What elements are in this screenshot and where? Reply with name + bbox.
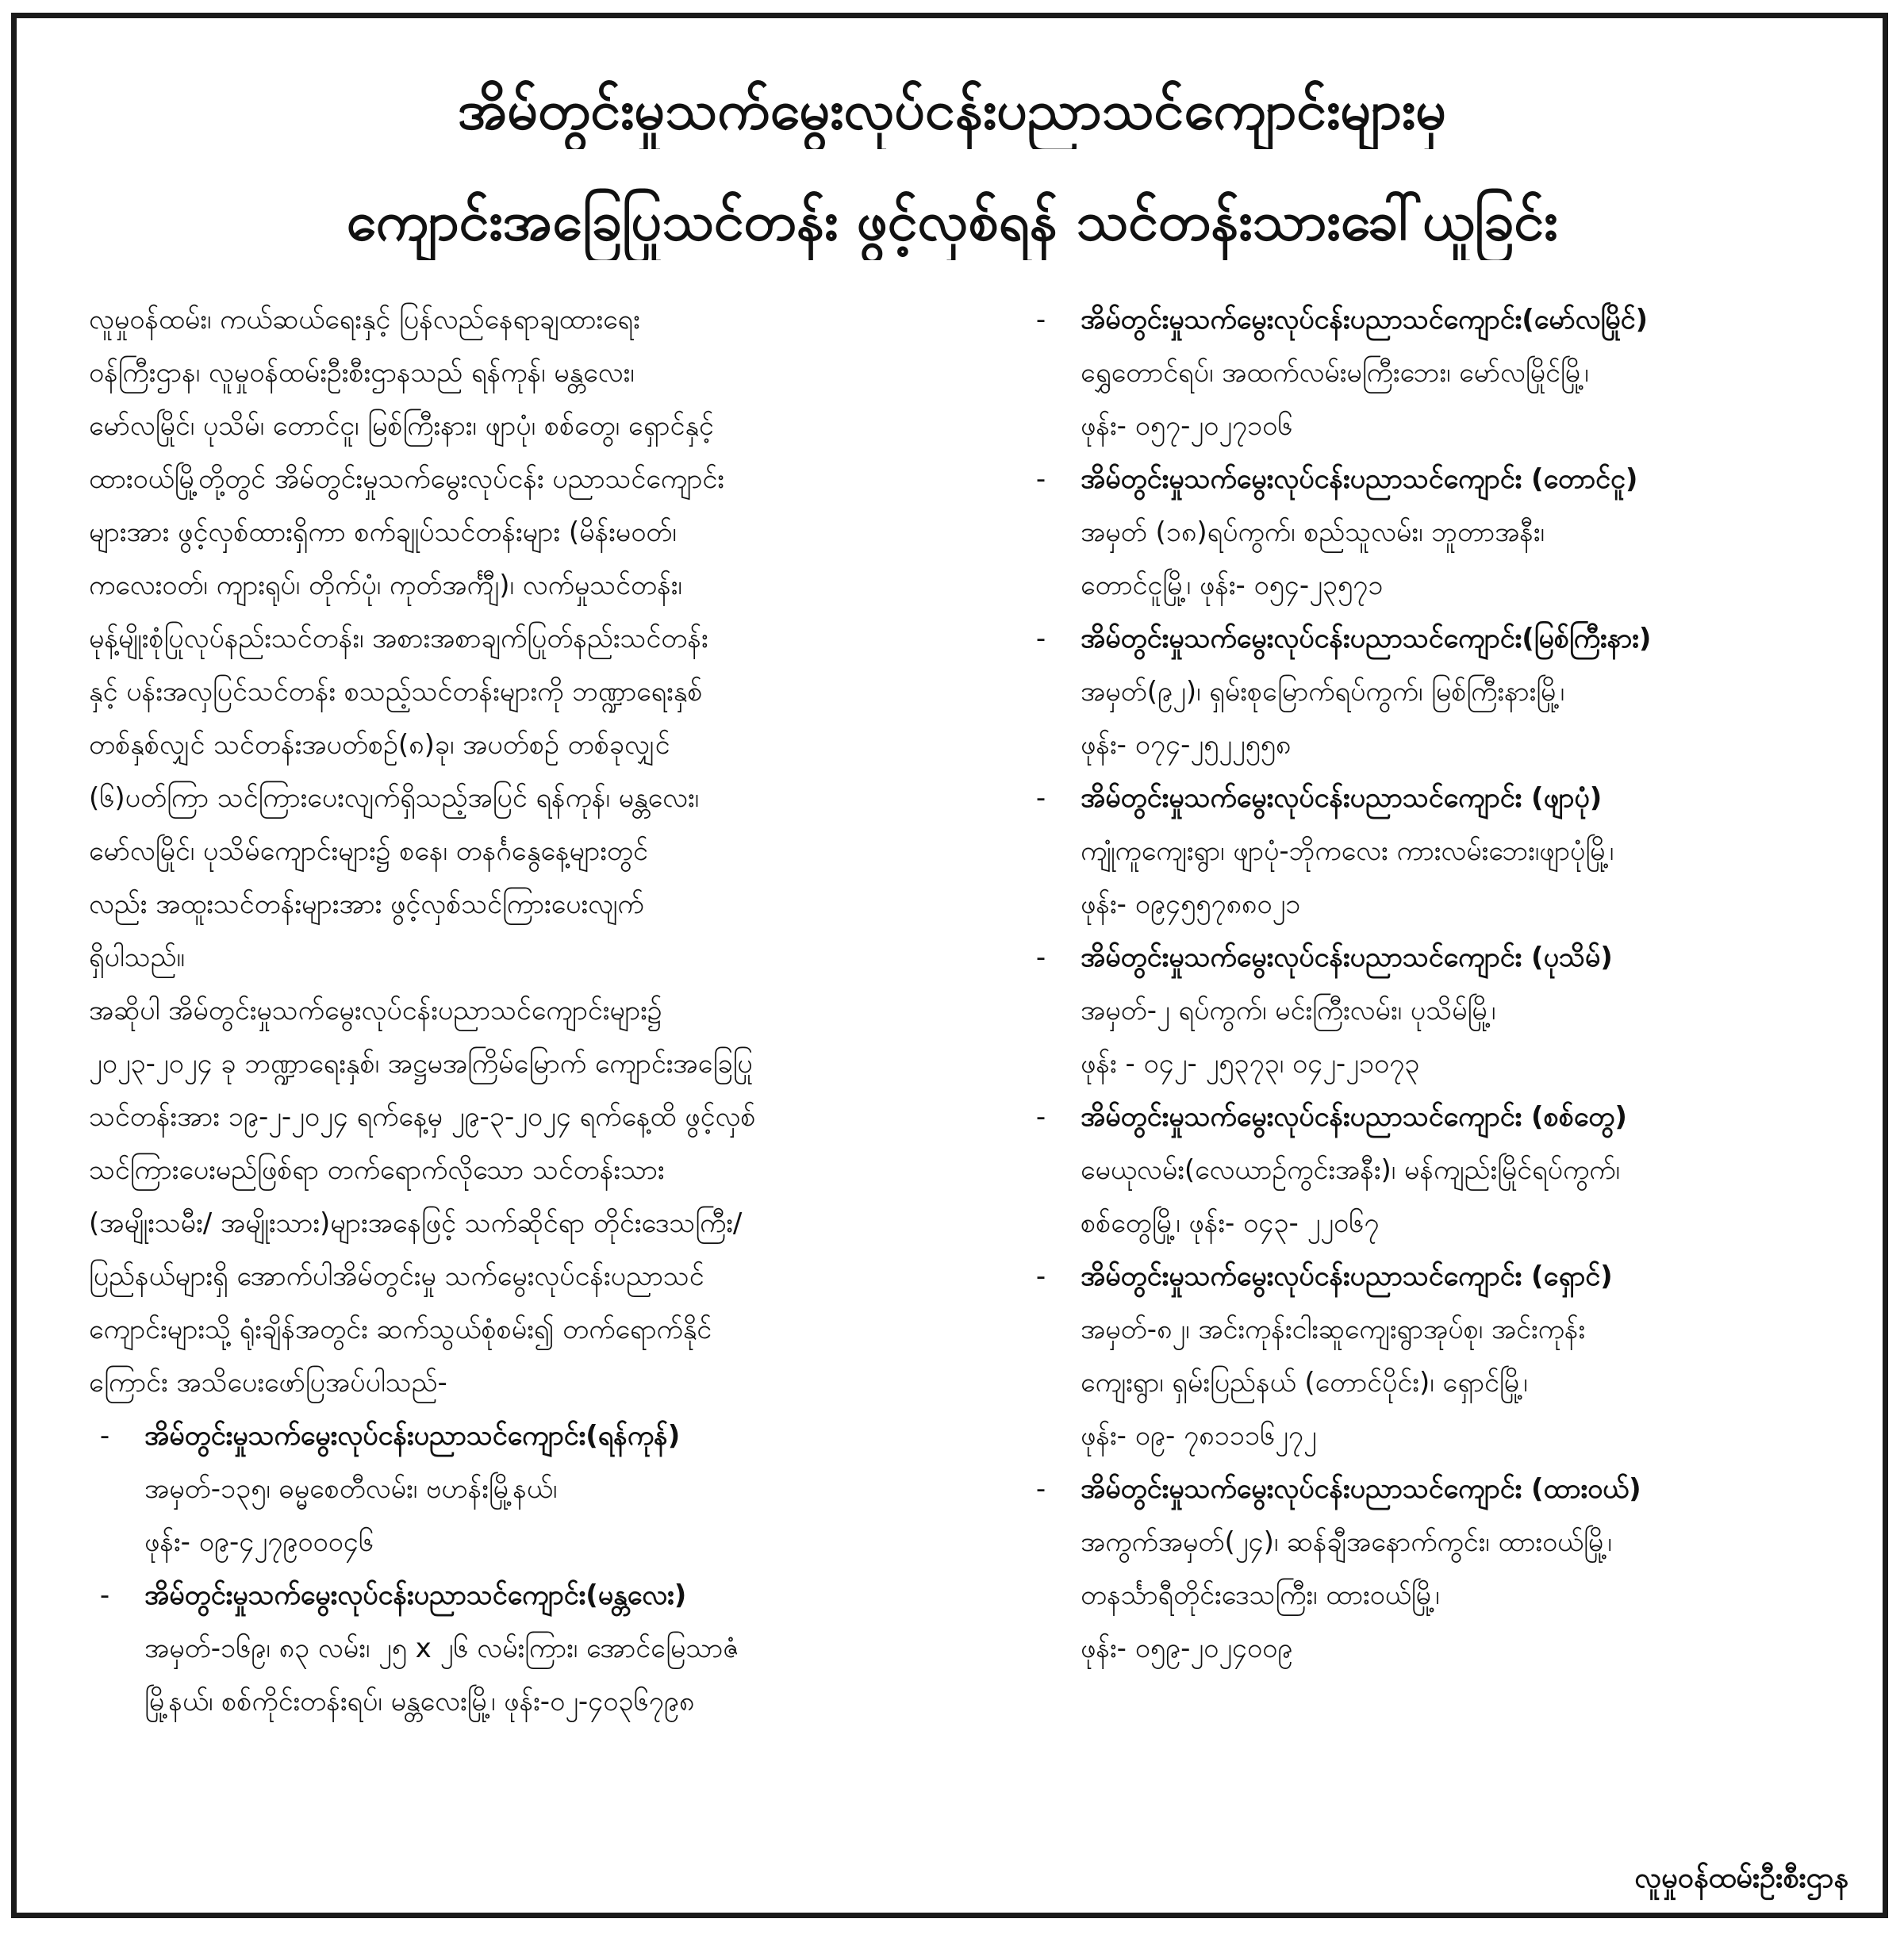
school-phone: ဖုန်း- ၀၉- ၇၈၁၁၁၆၂၇၂ [1081,1420,1317,1452]
intro-line: လူမှုဝန်ထမ်း၊ ကယ်ဆယ်ရေးနှင့် ပြန်လည်နေရာချထားရေး [89,304,640,336]
school-name: အိမ်တွင်းမှုသက်မွေးလုပ်ငန်းပညာသင်ကျောင်း (ထားဝယ်) [1081,1473,1641,1505]
school-phone: တောင်ငူမြို့၊ ဖုန်း- ၀၅၄-၂၃၅၇၁ [1081,570,1384,601]
school-phone: မြို့နယ်၊ စစ်ကိုင်းတန်းရပ်၊ မန္တလေးမြို့၊ ဖုန်း-၀၂-၄၀၃၆၇၉၈ [144,1686,695,1717]
bullet-dash: - [1035,782,1046,814]
school-entry-myitkyina [1025,612,1869,772]
right-column [1025,294,1869,1675]
school-phone: ဖုန်း- ၀၇၄-၂၅၂၂၅၅၈ [1081,729,1292,761]
bullet-dash: - [99,1579,110,1611]
school-address: ရွှေတောင်ရပ်၊ အထက်လမ်းမကြီးဘေး၊ မော်လမြိုင်မြို့၊ [1081,357,1589,389]
school-name: အိမ်တွင်းမှုသက်မွေးလုပ်ငန်းပညာသင်ကျောင်း (စစ်တွေ) [1081,1101,1627,1133]
school-entry-dawei [1025,1463,1869,1675]
para2-line: သင်တန်းအား ၁၉-၂-၂၀၂၄ ရက်နေ့မှ ၂၉-၃-၂၀၂၄ ရက်နေ့ထိ ဖွင့်လှစ် [89,1101,756,1133]
school-name: အိမ်တွင်းမှုသက်မွေးလုပ်ငန်းပညာသင်ကျောင်း (ပုသိမ်) [1081,942,1613,973]
school-entry-pathein [1025,931,1869,1091]
school-name: အိမ်တွင်းမှုသက်မွေးလုပ်ငန်းပညာသင်ကျောင်း (တောင်ငူ) [1081,463,1638,495]
para2-line: ကြောင်း အသိပေးဖော်ပြအပ်ပါသည်- [89,1367,447,1399]
para2-line: အဆိုပါ အိမ်တွင်းမှုသက်မွေးလုပ်ငန်းပညာသင်ကျောင်းများ၌ [89,995,662,1027]
intro-line: (၆)ပတ်ကြာ သင်ကြားပေးလျက်ရှိသည့်အပြင် ရန်ကုန်၊ မန္တလေး၊ [89,782,700,814]
notice-title-line-1: အိမ်တွင်းမှုသက်မွေးလုပ်ငန်းပညာသင်ကျောင်းများမှ [457,79,1447,142]
intro-line: တစ်နှစ်လျှင် သင်တန်းအပတ်စဉ်(၈)ခု၊ အပတ်စဉ် တစ်ခုလျှင် [89,729,670,761]
para2-line: (အမျိုးသမီး/ အမျိုးသား)များအနေဖြင့် သက်ဆိုင်ရာ တိုင်းဒေသကြီး/ [89,1207,743,1239]
left-column [89,294,930,1729]
school-phone: ဖုန်း - ၀၄၂- ၂၅၃၇၃၊ ၀၄၂-၂၁၀၇၃ [1081,1048,1420,1080]
intro-line: လည်း အထူးသင်တန်းများအား ဖွင့်လှစ်သင်ကြားပေးလျက် [89,888,644,920]
bullet-dash: - [1035,623,1046,654]
school-phone: စစ်တွေမြို့၊ ဖုန်း- ၀၄၃- ၂၂၀၆၇ [1081,1207,1380,1239]
school-name: အိမ်တွင်းမှုသက်မွေးလုပ်ငန်းပညာသင်ကျောင်း (ဖျာပုံ) [1081,782,1603,814]
school-name: အိမ်တွင်းမှုသက်မွေးလုပ်ငန်းပညာသင်ကျောင်း(ရန်ကုန်) [144,1420,681,1452]
school-entry-taungoo [1025,453,1869,612]
notice-title-line-2: ကျောင်းအခြေပြုသင်တန်း ဖွင့်လှစ်ရန် သင်တန်းသားခေါ်ယူခြင်း [346,190,1558,253]
school-phone: ဖုန်း- ၀၉၄၅၅၇၈၈၀၂၁ [1081,888,1301,920]
bullet-dash: - [1035,1473,1046,1505]
school-address: အမှတ်-၁၃၅၊ ဓမ္မစေတီလမ်း၊ ဗဟန်းမြို့နယ်၊ [144,1473,558,1505]
school-entry-mandalay [89,1569,930,1729]
bullet-dash: - [1035,463,1046,495]
school-phone: ဖုန်း- ၀၅၇-၂၀၂၇၁၀၆ [1081,410,1293,442]
school-name: အိမ်တွင်းမှုသက်မွေးလုပ်ငန်းပညာသင်ကျောင်း(မန္တလေး) [144,1579,687,1611]
school-entry-pyapon [1025,772,1869,931]
bullet-dash: - [1035,942,1046,973]
bullet-dash: - [1035,1261,1046,1292]
bullet-dash: - [1035,1101,1046,1133]
school-name: အိမ်တွင်းမှုသက်မွေးလုပ်ငန်းပညာသင်ကျောင်း(မြစ်ကြီးနား) [1081,623,1652,654]
para2-line: ၂၀၂၃-၂၀၂၄ ခု ဘဏ္ဍာရေးနှစ်၊ အဋ္ဌမအကြိမ်မြောက် ကျောင်းအခြေပြု [89,1048,753,1080]
signature-department: လူမှုဝန်ထမ်းဦးစီးဌာန [1634,1862,1848,1894]
intro-line: ကလေးဝတ်၊ ကျားရုပ်၊ တိုက်ပုံ၊ ကုတ်အင်္ကျီ)၊ လက်မှုသင်တန်း၊ [89,570,682,601]
bullet-dash: - [99,1420,110,1452]
school-address: ကျုံကူကျေးရွာ၊ ဖျာပုံ-ဘိုကလေး ကားလမ်းဘေး၊ဖျာပုံမြို့၊ [1081,835,1614,867]
intro-line: ရှိပါသည်။ [89,942,185,973]
school-entry-yangon [89,1410,930,1569]
intro-line: ဝန်ကြီးဌာန၊ လူမှုဝန်ထမ်းဦးစီးဌာနသည် ရန်ကုန်၊ မန္တလေး၊ [89,357,635,389]
intro-line: နှင့် ပန်းအလှပြင်သင်တန်း စသည့်သင်တန်းများကို ဘဏ္ဍာရေးနှစ် [89,676,703,708]
school-phone: ဖုန်း- ၀၉-၄၂၇၉၀၀၀၄၆ [144,1526,374,1558]
school-address: အမှတ် (၁၈)ရပ်ကွက်၊ စည်သူလမ်း၊ ဘူတာအနီး၊ [1081,516,1545,548]
intro-line: ထားဝယ်မြို့တို့တွင် အိမ်တွင်းမှုသက်မွေးလုပ်ငန်း ပညာသင်ကျောင်း [89,463,724,495]
school-name: အိမ်တွင်းမှုသက်မွေးလုပ်ငန်းပညာသင်ကျောင်း (ရှောင်) [1081,1261,1613,1292]
school-address: အမှတ်-၁၆၉၊ ၈၃ လမ်း၊ ၂၅ x ၂၆ လမ်းကြား၊ အောင်မြေသာဇံ [144,1633,739,1664]
school-phone: ဖုန်း- ၀၅၉-၂၀၂၄၀၀၉ [1081,1633,1293,1664]
para2-line: ကျောင်းများသို့ ရုံးချိန်အတွင်း ဆက်သွယ်စုံစမ်း၍ တက်ရောက်နိုင် [89,1314,712,1345]
school-address: ကျေးရွာ၊ ရှမ်းပြည်နယ် (တောင်ပိုင်း)၊ ရှောင်မြို့၊ [1081,1367,1528,1399]
school-address: အမှတ်-၈၂၊ အင်းကုန်းငါးဆူကျေးရွာအုပ်စု၊ အင်းကုန်း [1081,1314,1586,1345]
intro-line: မော်လမြိုင်၊ ပုသိမ်၊ တောင်ငူ၊ မြစ်ကြီးနား၊ ဖျာပုံ၊ စစ်တွေ၊ ရှောင်နှင့် [89,410,714,442]
school-address: အကွက်အမှတ်(၂၄)၊ ဆန်ချီအနောက်ကွင်း၊ ထားဝယ်မြို့၊ [1081,1526,1612,1558]
school-entry-sittwe [1025,1091,1869,1250]
second-paragraph [89,984,930,1410]
school-address: တနင်္သာရီတိုင်းဒေသကြီး၊ ထားဝယ်မြို့၊ [1081,1579,1440,1611]
school-name: အိမ်တွင်းမှုသက်မွေးလုပ်ငန်းပညာသင်ကျောင်း(မော်လမြိုင်) [1081,304,1649,336]
para2-line: သင်ကြားပေးမည်ဖြစ်ရာ တက်ရောက်လိုသော သင်တန်းသား [89,1154,665,1186]
intro-paragraph [89,294,930,984]
school-address: အမှတ်(၉၂)၊ ရှမ်းစုမြောက်ရပ်ကွက်၊ မြစ်ကြီးနားမြို့၊ [1081,676,1564,708]
intro-line: များအား ဖွင့်လှစ်ထားရှိကာ စက်ချုပ်သင်တန်းများ (မိန်းမဝတ်၊ [89,516,677,548]
school-address: အမှတ်-၂ ရပ်ကွက်၊ မင်းကြီးလမ်း၊ ပုသိမ်မြို့၊ [1081,995,1496,1027]
school-entry-mawlamyine [1025,294,1869,453]
intro-line: မုန့်မျိုးစုံပြုလုပ်နည်းသင်တန်း၊ အစားအစာချက်ပြုတ်နည်းသင်တန်း [89,623,708,654]
school-entry-shaung [1025,1250,1869,1463]
bullet-dash: - [1035,304,1046,336]
intro-line: မော်လမြိုင်၊ ပုသိမ်ကျောင်းများ၌ စနေ၊ တနင်္ဂနွေနေ့များတွင် [89,835,648,867]
para2-line: ပြည်နယ်များရှိ အောက်ပါအိမ်တွင်းမှု သက်မွေးလုပ်ငန်းပညာသင် [89,1261,704,1292]
school-address: မေယုလမ်း(လေယာဉ်ကွင်းအနီး)၊ မန်ကျည်းမြိုင်ရပ်ကွက်၊ [1081,1154,1620,1186]
